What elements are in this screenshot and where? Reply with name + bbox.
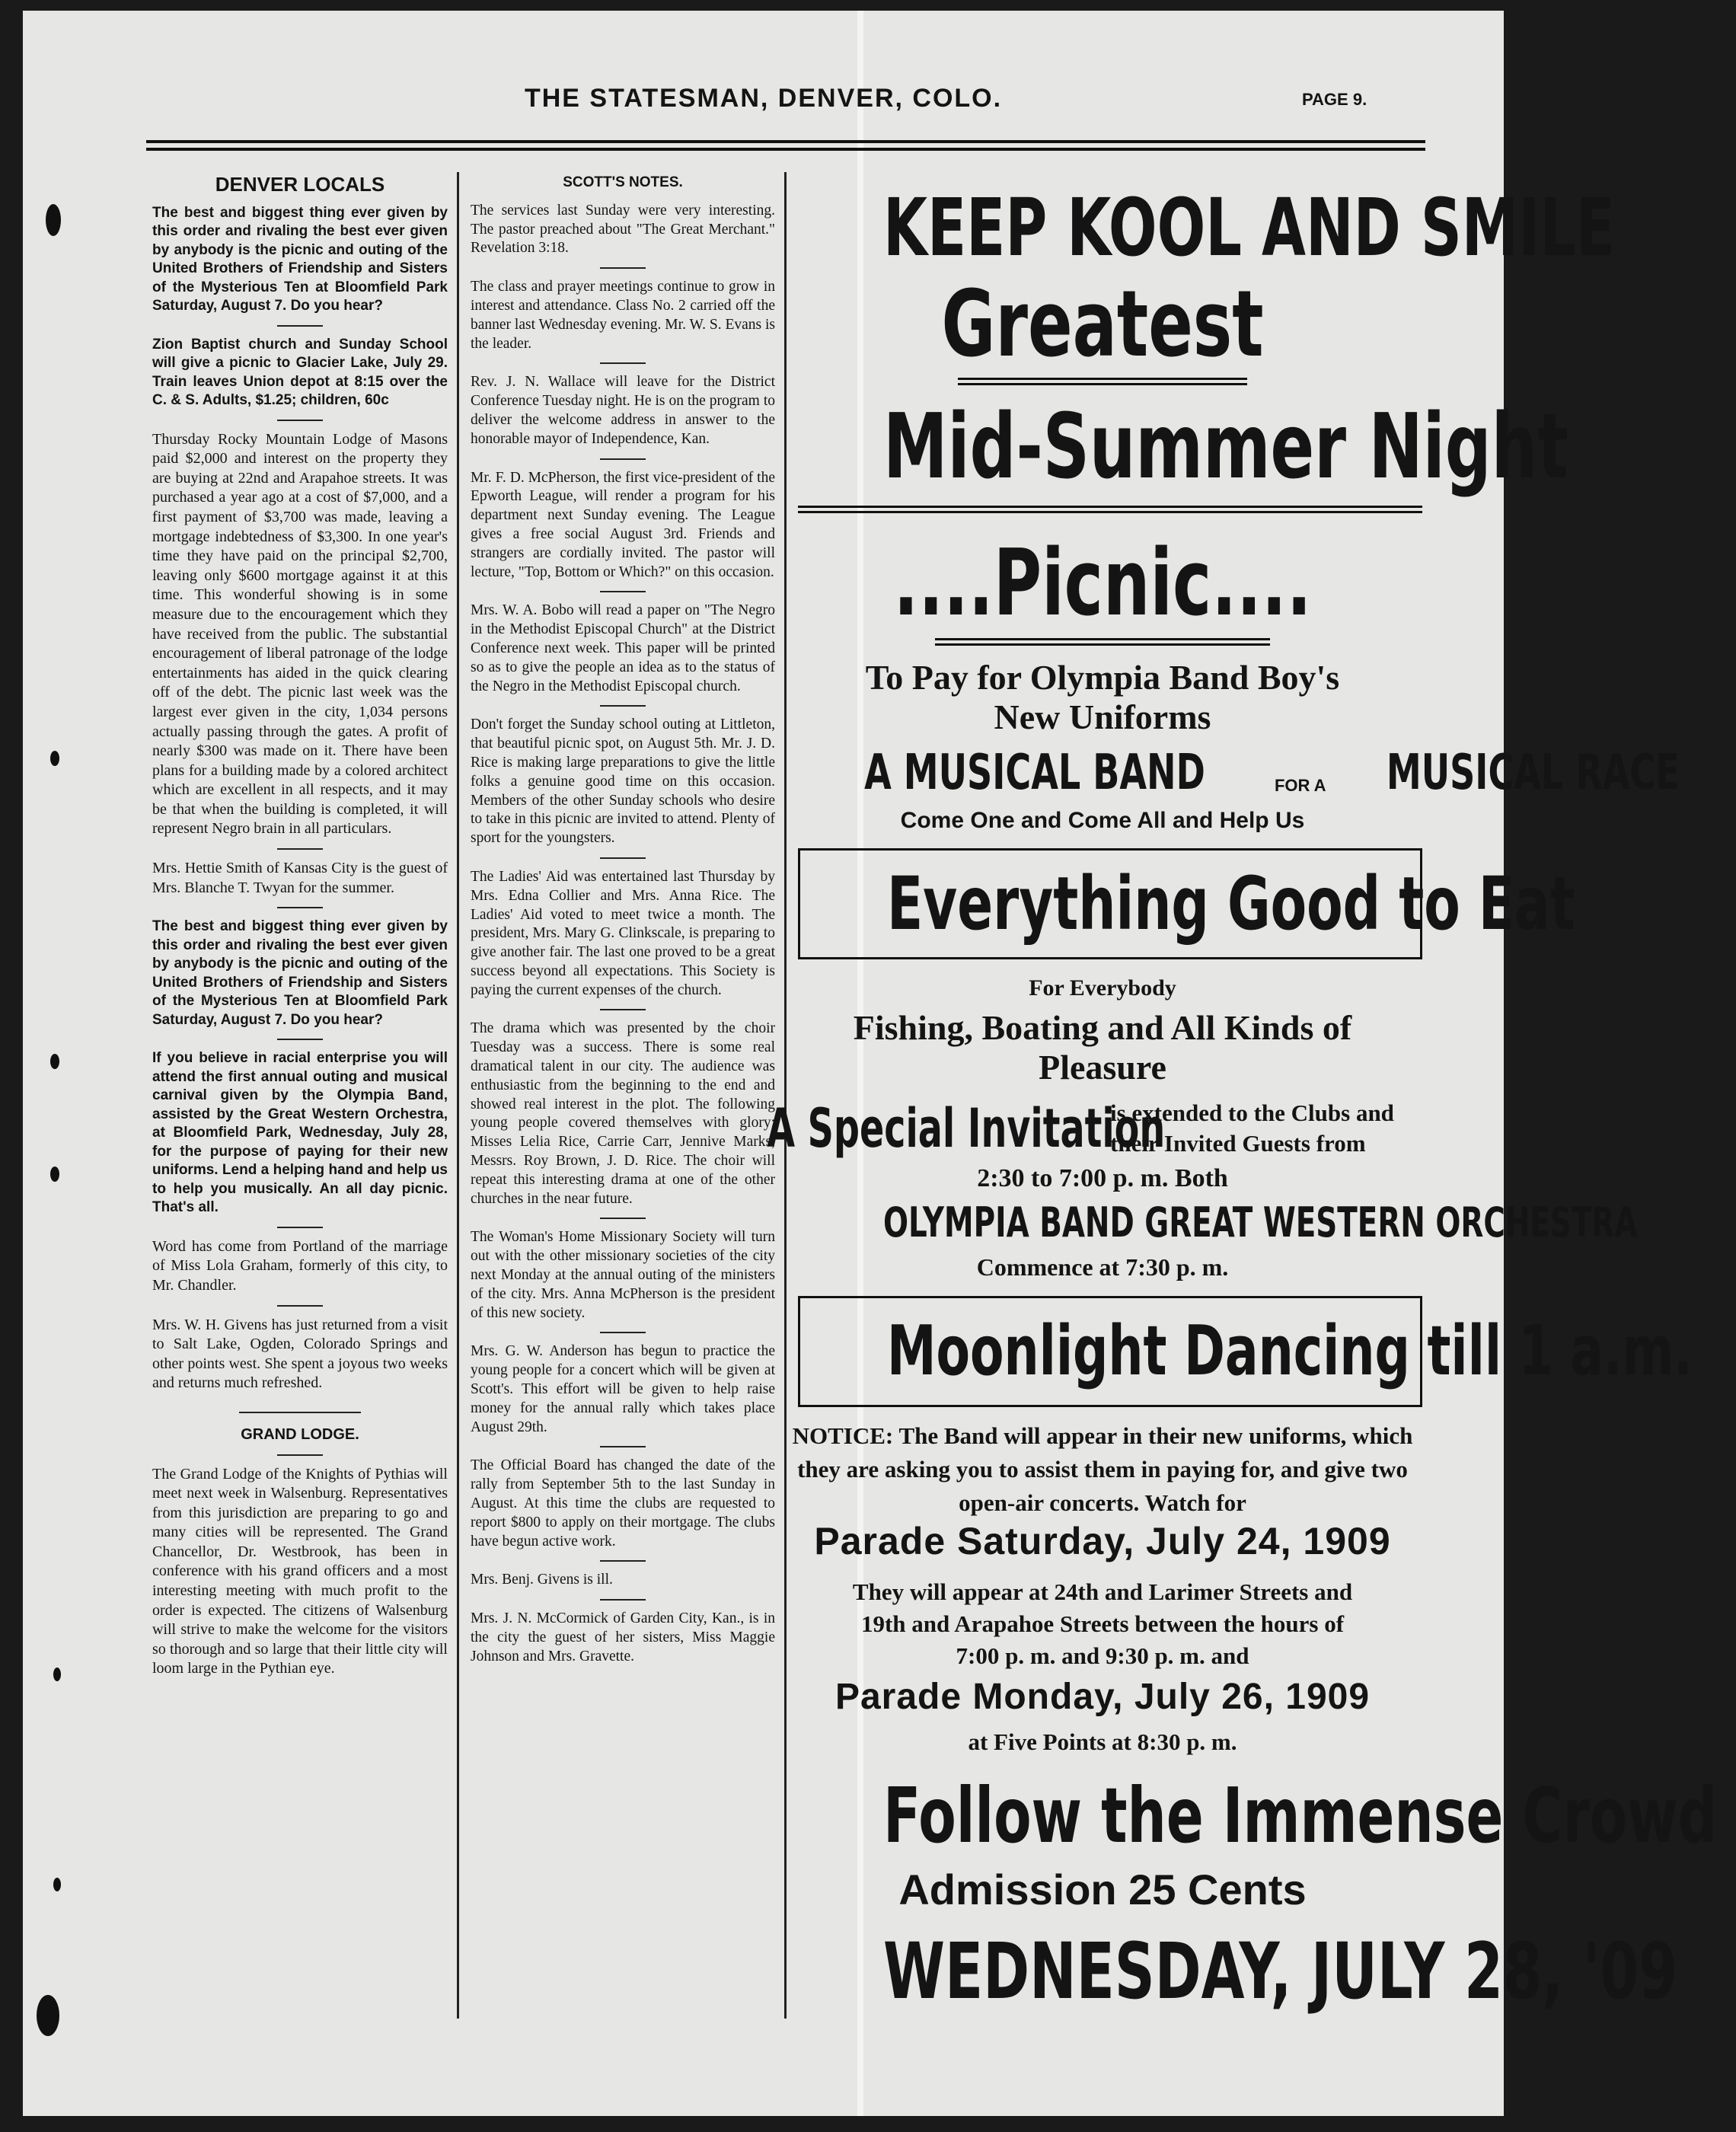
article-paragraph: Word has come from Portland of the marriage of Miss Lola Graham, formerly of this city, to Mr. Chandler. (152, 1237, 448, 1294)
article-paragraph: Mrs. J. N. McCormick of Garden City, Kan., is in the city the guest of her sisters, Miss Maggie Johnson and Mrs. Gravette. (471, 1610, 775, 1664)
ad-special-rest: is extended to the Clubs and their Invited Guests from (1110, 1100, 1394, 1157)
ad-greatest: Greatest (941, 272, 1264, 378)
separator (239, 1412, 361, 1413)
article-paragraph: Mrs. Hettie Smith of Kansas City is the guest of Mrs. Blanche T. Twyan for the summer. (152, 860, 448, 896)
ad-parade-monday: Parade Monday, July 26, 1909 (834, 1677, 1371, 1717)
separator (277, 420, 323, 421)
ad-follow-crowd: Follow the Immense Crowd (883, 1771, 1718, 1860)
ad-times: 2:30 to 7:00 p. m. Both (977, 1164, 1228, 1192)
binding-mark (50, 1167, 59, 1182)
ad-rule (798, 506, 1407, 513)
ad-everything-good: Everything Good to Eat (886, 861, 1575, 946)
ad-for-a: FOR A (1274, 776, 1326, 796)
separator (600, 267, 646, 269)
ad-admission: Admission 25 Cents (898, 1866, 1307, 1913)
binding-mark (53, 1668, 61, 1681)
article-paragraph: The best and biggest thing ever given by this order and rivaling the best ever given by anybody is the picnic and outing of the United Brothers of Friendship and Sisters of the Mysterious Ten at Bloomfield Park Saturday, August 7. Do you hear? (152, 918, 448, 1028)
ad-come-one: Come One and Come All and Help Us (900, 808, 1305, 833)
separator (600, 362, 646, 364)
ad-special-invitation: A Special Invitation (767, 1097, 1166, 1160)
newspaper-page (23, 11, 1718, 2116)
ad-commence: Commence at 7:30 p. m. (976, 1253, 1229, 1281)
separator (277, 1305, 323, 1307)
article-paragraph: The services last Sunday were very interesting. The pastor preached about "The Great Merchant." Revelation 3:18. (471, 202, 775, 257)
masthead-title: THE STATESMAN, DENVER, COLO. (524, 84, 1003, 113)
article-paragraph: The Woman's Home Missionary Society will turn out with the other missionary societies of the city next Monday at the annual outing of the ministers of the city. Mrs. Anna McPherson is the president of this new society. (471, 1229, 775, 1321)
separator (277, 1454, 323, 1456)
ad-picnic: ....Picnic.... (893, 531, 1312, 637)
article-paragraph: The drama which was presented by the choir Tuesday was a success. There is some real dramatical talent in our city. The audience was enthusiastic from the beginning to the end and showed real interest in the plot. The following young people covered themselves with glory: Misses Lelia Rice, Carrie Carr, Jennive Marks, Messrs. Roy Brown, J. D. Rice. The choir will repeat this interesting drama at one of the other churches in the near future. (471, 1020, 775, 1207)
ad-streets: They will appear at 24th and Larimer Streets and 19th and Arapahoe Streets between the hours of 7:00 p. m. and 9:30 p. m. and (852, 1578, 1353, 1669)
ad-dancing-box (798, 1296, 1693, 1407)
binding-mark (50, 751, 59, 766)
separator (600, 705, 646, 707)
column-rule-1 (457, 172, 459, 2019)
picnic-advertisement (767, 171, 1718, 2036)
separator (600, 1218, 646, 1219)
ad-parade-saturday: Parade Saturday, July 24, 1909 (814, 1520, 1391, 1562)
article-paragraph: Mr. F. D. McPherson, the first vice-president of the Epworth League, will render a program for his department next Sunday evening. The League gives a free social August 3rd. Friends and strangers are cordially invited. The pastor will lecture, "Top, Bottom or Which?" on this occasion. (471, 469, 775, 580)
article-paragraph: Mrs. W. H. Givens has just returned from a visit to Salt Lake, Ogden, Colorado Springs and other points west. She spent a joyous two weeks and returns much refreshed. (152, 1316, 448, 1392)
ad-for-everybody: For Everybody (1029, 975, 1176, 1001)
separator (277, 848, 323, 850)
column-rule-2 (784, 172, 787, 2019)
binding-mark (53, 1878, 61, 1891)
binding-mark (46, 204, 61, 236)
article-paragraph: If you believe in racial enterprise you will attend the first annual outing and musical carnival given by the Olympia Band, assisted by the Great Western Orchestra, at Bloomfield Park, Wednesday, July 28, for the purpose of paying for their new uniforms. Lend a helping hand and help us to help you musically. An all day picnic. That's all. (152, 1050, 448, 1216)
article-paragraph: The best and biggest thing ever given by this order and rivaling the best ever given by anybody is the picnic and outing of the United Brothers of Friendship and Sisters of the Mysterious Ten at Bloomfield Park Saturday, August 7. Do you hear? (152, 204, 448, 314)
section-heading: DENVER LOCALS (215, 173, 385, 196)
separator (277, 325, 323, 327)
separator (600, 1009, 646, 1010)
ad-special-line (767, 1096, 1407, 1165)
ad-musical-band: A MUSICAL BAND (864, 745, 1205, 801)
separator (600, 1332, 646, 1333)
ad-musical-race: MUSICAL RACE (1386, 745, 1680, 801)
ad-rule (798, 638, 1407, 646)
column-scotts-notes (471, 171, 775, 1676)
section-heading: SCOTT'S NOTES. (563, 174, 683, 190)
article-paragraph: The Ladies' Aid was entertained last Thursday by Mrs. Edna Collier and Mrs. Anna Rice. The Ladies' Aid voted to meet twice a month. The president, Mrs. Mary G. Clinkscale, is preparing to give another fair. The last one proved to be a great success beyond all expectations. This Society is paying the current expenses of the church. (471, 868, 775, 998)
separator (277, 907, 323, 908)
separator (600, 1599, 646, 1601)
binding-mark (50, 1054, 59, 1069)
ad-midsummer: Mid-Summer Night (883, 394, 1568, 499)
separator (600, 591, 646, 592)
ad-new-uniforms: New Uniforms (994, 697, 1211, 736)
column-denver-locals (152, 171, 448, 1688)
article-paragraph: The class and prayer meetings continue to grow in interest and attendance. Class No. 2 carried off the banner last Wednesday evening. Mr. W. S. Evans is the leader. (471, 279, 775, 352)
ad-notice: NOTICE: The Band will appear in their new uniforms, which they are asking you to assist them in paying for, and give two open-air concerts. Watch for (792, 1422, 1413, 1516)
article-paragraph: Zion Baptist church and Sunday School will give a picnic to Glacier Lake, July 29. Train leaves Union depot at 8:15 over the C. & S. Adults, $1.25; children, 60c (152, 336, 448, 409)
separator (277, 1039, 323, 1040)
ad-orchestra: OLYMPIA BAND GREAT WESTERN ORCHESTRA (883, 1198, 1638, 1246)
page-number: PAGE 9. (1302, 90, 1367, 109)
ad-five-points: at Five Points at 8:30 p. m. (968, 1728, 1237, 1755)
article-paragraph: Mrs. W. A. Bobo will read a paper on "The Negro in the Methodist Episcopal Church" at the District Conference next week. This paper will be printed so as to give the people an idea as to the status of the Negro in the Methodist Episcopal church. (471, 602, 775, 694)
ad-fishing: Fishing, Boating and All Kinds of Pleasure (853, 1008, 1352, 1087)
article-paragraph: Mrs. Benj. Givens is ill. (471, 1572, 613, 1588)
article-paragraph: The Official Board has changed the date of the rally from September 5th to the last Sunday in August. At this time the clubs are requested to report $800 to apply on their mortgage. The clubs have begun active work. (471, 1457, 775, 1550)
separator (600, 1560, 646, 1562)
ad-rule (798, 378, 1407, 385)
ad-moonlight-dancing: Moonlight Dancing till 1 a.m. (886, 1311, 1693, 1391)
separator (600, 1446, 646, 1447)
binding-mark (37, 1995, 59, 2036)
article-paragraph: Rev. J. N. Wallace will leave for the District Conference Tuesday night. He is on the program to deliver the welcome address in answer to the honorable mayor of Independence, Kan. (471, 374, 775, 447)
article-paragraph: The Grand Lodge of the Knights of Pythias will meet next week in Walsenburg. Representatives from this jurisdiction are preparing to go and many cities will be represented. The Grand Chancellor, Dr. Westbrook, has been in conference with his grand officers and a most interesting meeting with much profit to the order is expected. The citizens of Walsenburg will strive to make the welcome for the visitors so thorough and so large that their little city will loom large in the Pythian eye. (152, 1465, 448, 1677)
masthead-rule (146, 140, 1425, 151)
ad-eat-box (798, 848, 1575, 959)
section-heading: GRAND LODGE. (241, 1425, 359, 1443)
article-paragraph: Don't forget the Sunday school outing at Littleton, that beautiful picnic spot, on August 5th. Mr. J. D. Rice is making large preparations to give the little folks a genuine good time on this occasion. Members of the other Sunday schools who desire to take in this picnic are invited to attend. Plenty of sport for the youngsters. (471, 717, 775, 847)
separator (600, 857, 646, 859)
ad-musical-line (798, 745, 1680, 801)
ad-headline: KEEP KOOL AND SMILE (883, 181, 1616, 274)
ad-date: WEDNESDAY, JULY 28, '09 (883, 1926, 1678, 2017)
article-paragraph: Mrs. G. W. Anderson has begun to practice the young people for a concert which will be given at Scott's. This effort will be given to help raise money for the annual rally which takes place August 29th. (471, 1343, 775, 1435)
ad-to-pay: To Pay for Olympia Band Boy's (865, 658, 1340, 697)
article-paragraph: Thursday Rocky Mountain Lodge of Masons paid $2,000 and interest on the property they are buying at 22nd and Arapahoe streets. It was purchased a year ago at a cost of $7,000, and a first payment of $3,700 was made, leaving a mortgage indebtedness of $3,300. In one year's time they have paid on the principal $2,700, leaving only $600 mortgage against it at this time. This wonderful showing is in some measure due to the encouragement which they have received from the public. The substantial encouragement of liberal patronage of the lodge entertainments has aided in the quick clearing off of the debt. The picnic last week was the largest ever given in the city, 1,034 persons actually passing through the gates. A profit of nearly $300 was made on it. There have been plans for a building made by a colored architect which are excellent in all respects, and it may be that when the building is completed, it will represent Negro brain in all particulars. (152, 430, 448, 838)
separator (277, 1227, 323, 1228)
separator (600, 458, 646, 460)
